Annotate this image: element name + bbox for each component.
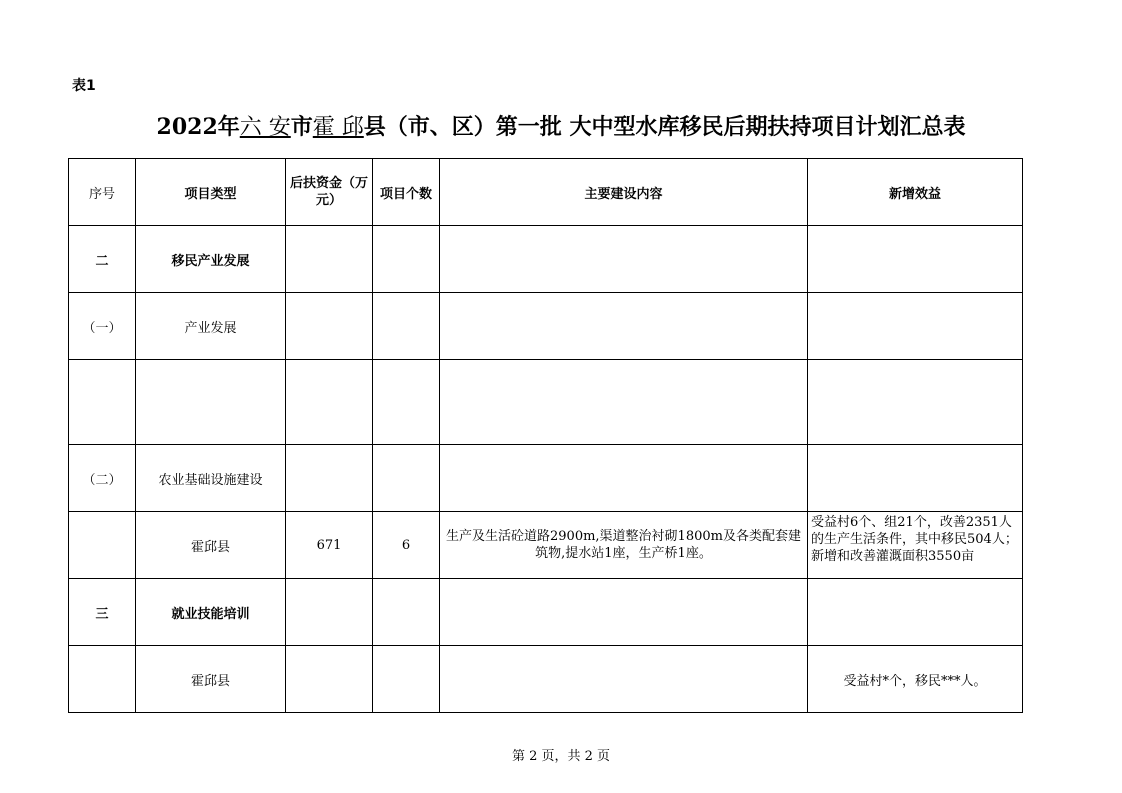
cell-count <box>373 646 440 713</box>
cell-seq <box>69 360 136 445</box>
benefit-text: 受益村6个、组21个，改善2351人的生产生活条件，其中移民504人；新增和改善灌溉面积3550亩 <box>811 515 1018 564</box>
title-city: 六 安 <box>239 115 291 140</box>
cell-count <box>373 360 440 445</box>
cell-funds <box>286 293 373 360</box>
cell-funds <box>286 579 373 646</box>
cell-type: 产业发展 <box>136 293 286 360</box>
header-benefit: 新增效益 <box>808 159 1023 226</box>
cell-content <box>440 293 808 360</box>
cell-funds <box>286 445 373 512</box>
cell-seq: （二） <box>69 445 136 512</box>
cell-funds <box>286 226 373 293</box>
table-row <box>69 512 1023 579</box>
header-type: 项目类型 <box>136 159 286 226</box>
cell-count <box>373 445 440 512</box>
table-number-label: 表1 <box>72 78 96 94</box>
cell-benefit <box>808 226 1023 293</box>
cell-funds <box>286 646 373 713</box>
cell-benefit <box>808 445 1023 512</box>
cell-benefit <box>808 293 1023 360</box>
table-row <box>69 579 1023 646</box>
table-row <box>69 226 1023 293</box>
cell-type: 霍邱县 <box>136 646 286 713</box>
cell-seq: （一） <box>69 293 136 360</box>
header-seq: 序号 <box>69 159 136 226</box>
cell-content <box>440 360 808 445</box>
header-count: 项目个数 <box>373 159 440 226</box>
cell-seq <box>69 646 136 713</box>
cell-type: 霍邱县 <box>136 512 286 579</box>
cell-type: 农业基础设施建设 <box>136 445 286 512</box>
cell-type <box>136 360 286 445</box>
title-suffix: 县（市、区）第一批 大中型水库移民后期扶持项目计划汇总表 <box>363 114 966 140</box>
table-row <box>69 646 1023 713</box>
cell-content: 生产及生活砼道路2900m,渠道整治衬砌1800m及各类配套建筑物,提水站1座，生产桥1座。 <box>440 512 808 579</box>
cell-content <box>440 646 808 713</box>
cell-count <box>373 579 440 646</box>
cell-seq <box>69 512 136 579</box>
cell-benefit <box>808 512 1023 579</box>
cell-benefit <box>808 579 1023 646</box>
header-content: 主要建设内容 <box>440 159 808 226</box>
header-funds: 后扶资金（万元） <box>286 159 373 226</box>
document-title <box>0 110 1122 141</box>
title-city-suffix: 市 <box>290 114 313 140</box>
title-county: 霍 邱 <box>312 115 364 140</box>
table-row <box>69 360 1023 445</box>
title-year: 2022年 <box>156 114 240 140</box>
cell-seq: 二 <box>69 226 136 293</box>
cell-content <box>440 579 808 646</box>
header-row <box>69 159 1023 226</box>
cell-count <box>373 293 440 360</box>
cell-type: 就业技能培训 <box>136 579 286 646</box>
cell-seq: 三 <box>69 579 136 646</box>
cell-content <box>440 226 808 293</box>
cell-benefit <box>808 360 1023 445</box>
table-row <box>69 293 1023 360</box>
cell-type: 移民产业发展 <box>136 226 286 293</box>
page-footer: 第 2 页，共 2 页 <box>511 749 611 764</box>
table-row <box>69 445 1023 512</box>
cell-content <box>440 445 808 512</box>
project-summary-table <box>68 158 1023 713</box>
cell-funds: 671 <box>286 512 373 579</box>
cell-funds <box>286 360 373 445</box>
cell-count: 6 <box>373 512 440 579</box>
cell-count <box>373 226 440 293</box>
cell-benefit: 受益村*个，移民***人。 <box>808 646 1023 713</box>
